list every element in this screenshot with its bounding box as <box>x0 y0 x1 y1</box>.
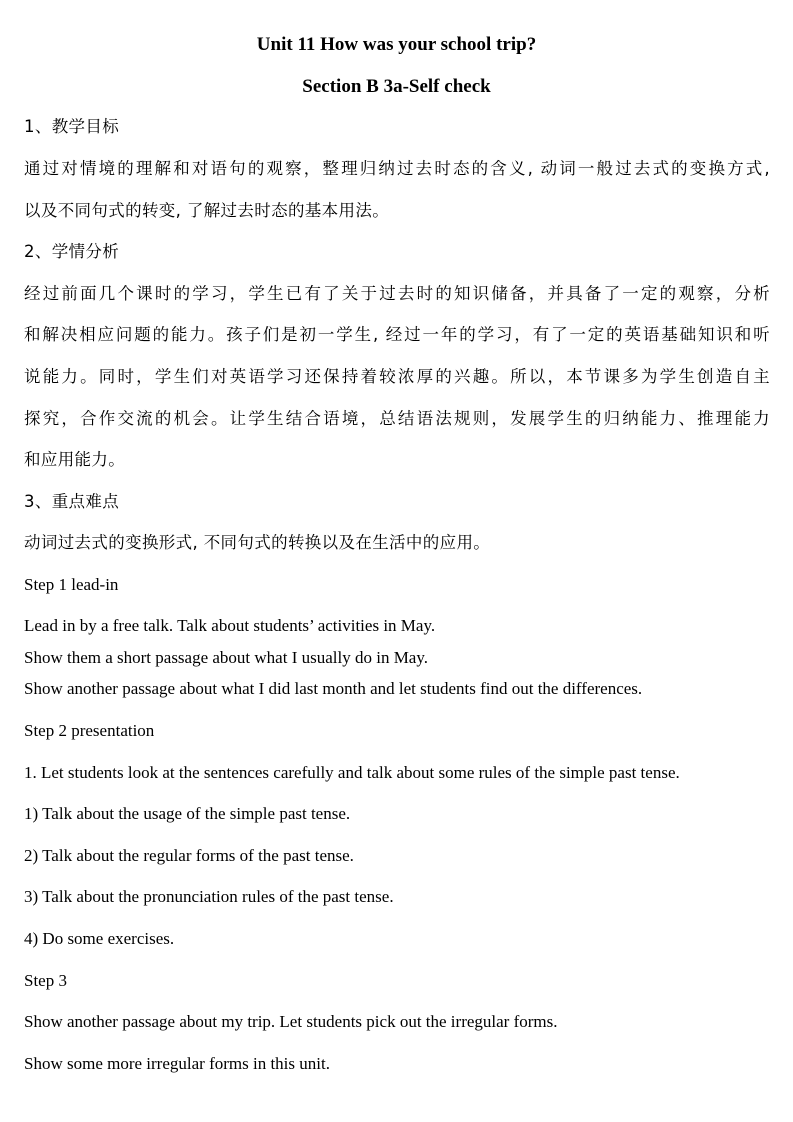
objectives-line-1: 通过对情境的理解和对语句的观察，整理归纳过去时态的含义, 动词一般过去式的变换方式, <box>24 159 770 178</box>
objectives-line-2: 以及不同句式的转变, 了解过去时态的基本用法。 <box>24 201 390 220</box>
step2-line-3: 2) Talk about the regular forms of the past tense. <box>24 846 354 865</box>
step1-line-1: Lead in by a free talk. Talk about students’ activities in May. <box>24 616 436 635</box>
step1-line-3: Show another passage about what I did last month and let students find out the differences. <box>24 679 643 698</box>
step3-line-2: Show some more irregular forms in this unit. <box>24 1054 330 1073</box>
analysis-line-4: 探究，合作交流的机会。让学生结合语境，总结语法规则，发展学生的归纳能力、推理能力 <box>24 409 770 428</box>
step2-heading: Step 2 presentation <box>24 721 155 740</box>
analysis-line-2: 和解决相应问题的能力。孩子们是初一学生, 经过一年的学习，有了一定的英语基础知识和听 <box>24 325 770 344</box>
step3-heading: Step 3 <box>24 971 67 990</box>
section-heading-objectives: 1、教学目标 <box>24 117 120 136</box>
section-heading-key-points: 3、重点难点 <box>24 492 120 511</box>
step2-line-1: 1. Let students look at the sentences carefully and talk about some rules of the simple past tense. <box>24 763 680 782</box>
analysis-line-5: 和应用能力。 <box>24 450 126 469</box>
section-heading-analysis: 2、学情分析 <box>24 242 120 261</box>
document-subtitle: Section B 3a-Self check <box>302 76 491 97</box>
step1-line-2: Show them a short passage about what I usually do in May. <box>24 648 428 667</box>
step2-line-2: 1) Talk about the usage of the simple past tense. <box>24 804 351 823</box>
analysis-line-3: 说能力。同时，学生们对英语学习还保持着较浓厚的兴趣。所以，本节课多为学生创造自主 <box>24 367 770 386</box>
document-title: Unit 11 How was your school trip? <box>256 34 537 55</box>
step3-line-1: Show another passage about my trip. Let students pick out the irregular forms. <box>24 1012 558 1031</box>
step2-line-4: 3) Talk about the pronunciation rules of the past tense. <box>24 887 394 906</box>
key-points-line: 动词过去式的变换形式, 不同句式的转换以及在生活中的应用。 <box>24 533 491 552</box>
step1-heading: Step 1 lead-in <box>24 575 119 594</box>
analysis-line-1: 经过前面几个课时的学习，学生已有了关于过去时的知识储备，并具备了一定的观察，分析 <box>24 284 770 303</box>
step2-line-5: 4) Do some exercises. <box>24 929 175 948</box>
